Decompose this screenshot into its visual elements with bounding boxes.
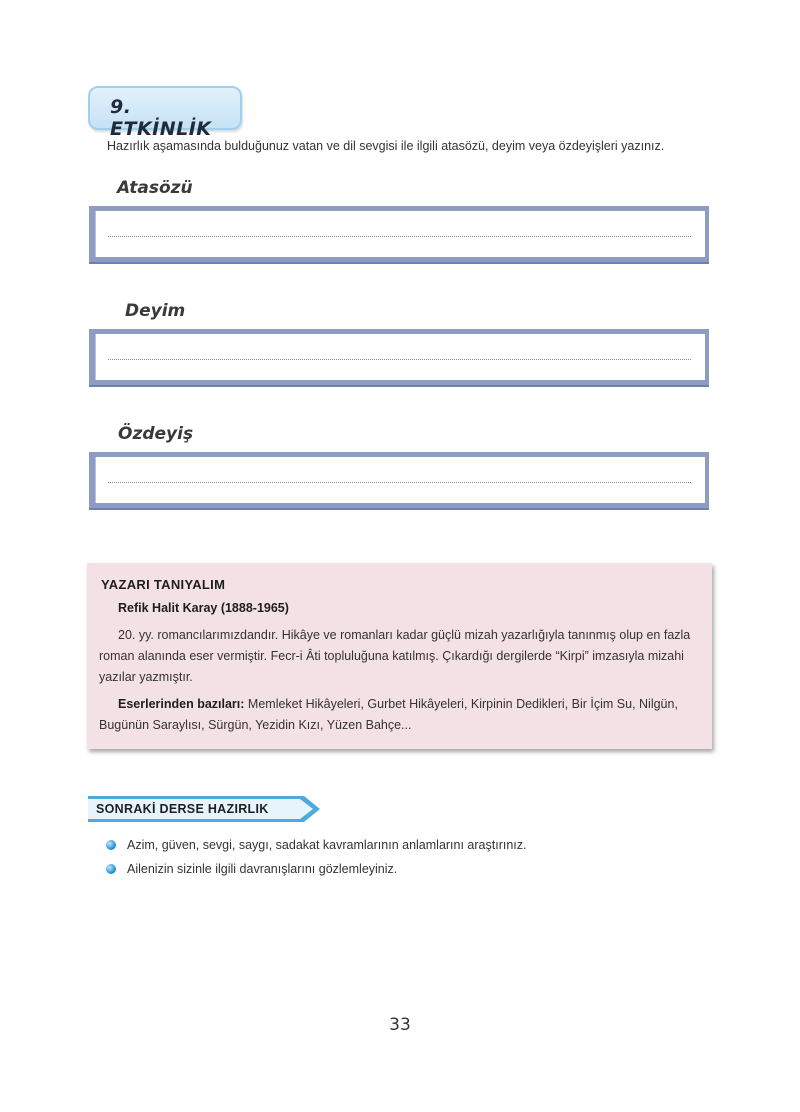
author-bio: 20. yy. romancılarımızdandır. Hikâye ve romanları kadar güçlü mizah yazarlığıyla tanınmış olup en fazla roman alanında eser vermiştir. Fecr-i Âti topluluğuna katılmış. Çıkardığı dergilerde “Kirpi” imzasıyla mizahi yazılar yazmıştır. — [99, 628, 691, 684]
list-item-text: Ailenizin sizinle ilgili davranışlarını gözlemleyiniz. — [127, 862, 398, 876]
page-number: 33 — [389, 1015, 411, 1035]
answer-box-inner — [95, 334, 705, 380]
dotted-answer-line — [108, 359, 691, 360]
instruction-text: Hazırlık aşamasında bulduğunuz vatan ve dil sevgisi ile ilgili atasözü, deyim veya özdeyişleri yazınız. — [107, 139, 665, 153]
answer-box-inner — [95, 457, 705, 503]
list-item-text: Azim, güven, sevgi, saygı, sadakat kavramlarının anlamlarını araştırınız. — [127, 838, 527, 852]
dotted-answer-line — [108, 482, 691, 483]
next-lesson-banner — [88, 796, 320, 822]
author-name: Refik Halit Karay (1888-1965) — [118, 601, 289, 615]
list-item — [106, 833, 526, 857]
list-item — [106, 857, 526, 881]
next-lesson-title: SONRAKİ DERSE HAZIRLIK — [96, 802, 269, 816]
author-card-heading: YAZARI TANIYALIM — [101, 577, 226, 592]
activity-badge — [88, 86, 242, 140]
activity-title: 9. ETKİNLİK — [110, 96, 212, 140]
section-label-deyim: Deyim — [125, 301, 186, 321]
answer-box-atasozu[interactable] — [89, 206, 709, 262]
dotted-answer-line — [108, 236, 691, 237]
author-works — [99, 694, 705, 736]
section-label-atasozu: Atasözü — [117, 178, 193, 198]
works-label: Eserlerinden bazıları: — [118, 697, 245, 711]
answer-box-deyim[interactable] — [89, 329, 709, 385]
section-label-ozdeyis: Özdeyiş — [118, 424, 194, 444]
bullet-icon — [106, 840, 116, 850]
works-list: Memleket Hikâyeleri, Gurbet Hikâyeleri, Kirpinin Dedikleri, Bir İçim Su, Nilgün, Bugünün Saraylısı, Sürgün, Yezidin Kızı, Yüzen Bahçe... — [99, 697, 678, 732]
answer-box-ozdeyis[interactable] — [89, 452, 709, 508]
answer-box-inner — [95, 211, 705, 257]
author-card — [87, 563, 712, 749]
bullet-icon — [106, 864, 116, 874]
next-lesson-list — [106, 833, 526, 881]
